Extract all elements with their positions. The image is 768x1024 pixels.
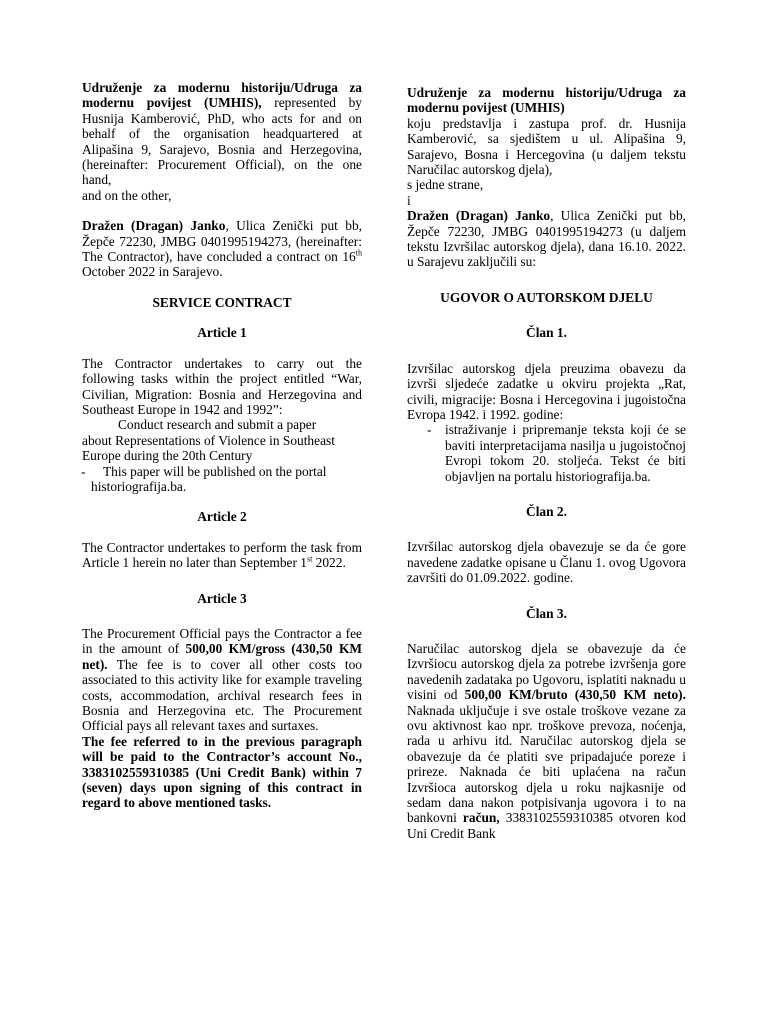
left-intro-paragraph: [82, 80, 362, 188]
bosnian-column: [407, 85, 686, 841]
left-article-2-sup: st: [306, 554, 313, 564]
right-article-2-text: Izvršilac autorskog djela obavezuje se da će gore navedene zadatke opisane u Članu 1. ovog Ugovora završiti do 01.09.2022. godine.: [407, 539, 686, 586]
left-article-2-heading: Article 2: [197, 509, 247, 525]
right-contract-title: UGOVOR O AUTORSKOM DJELU: [440, 289, 653, 305]
right-one-side: s jedne strane,: [407, 177, 484, 193]
left-article-3-payment: The fee referred to in the previous paragraph will be paid to the Contractor’s account No., 3383102559310385 (Uni Credit Bank) within 7 (seven) days upon signing of this contract in regard to above mentioned tasks.: [82, 733, 362, 811]
left-article-2-text: The Contractor undertakes to perform the task from Article 1 herein no later than September 1st 2022.: [82, 539, 362, 571]
left-article-1-list: [82, 464, 362, 495]
right-article-2-heading: Član 2.: [526, 503, 567, 519]
left-contractor-sup: th: [355, 248, 362, 258]
left-intro-org: Udruženje za modernu historiju/Udruga za modernu povijest (UMHIS),: [82, 80, 362, 111]
left-contractor-paragraph: [82, 218, 362, 280]
left-article-1-task-1: Conduct research and submit a paper: [118, 417, 317, 433]
right-article-1-bullet: - istraživanje i pripremanje teksta koji će se baviti interpretacijama nasilja u jugoistočnoj Evropi tokom 20. stoljeća. Tekst će biti objavljen na portalu historiografija.ba.: [407, 422, 686, 484]
right-article-3-heading: Član 3.: [526, 605, 567, 621]
left-article-1-bullet: - This paper will be published on the portal historiografija.ba.: [82, 464, 362, 495]
left-intro-rest: represented by Husnija Kamberović, PhD, who acts for and on behalf of the organisation headquartered at Alipašina 9, Sarajevo, Bosnia and Herzegovina, (hereinafter: Procurement Official), on the one hand,: [82, 95, 362, 188]
left-contract-title: SERVICE CONTRACT: [152, 294, 292, 310]
left-contractor-rest-1: , Ulica Zenički put bb, Žepče 72230, JMBG 0401995194273, (hereinafter: The Contractor), have concluded a contract on 16: [82, 218, 363, 265]
english-column: [82, 80, 362, 811]
right-contractor-paragraph: Dražen (Dragan) Janko, Ulica Zenički put bb, Žepče 72230, JMBG 0401995194273 (u daljem tekstu Izvršilac autorskog djela), dana 16.10. 2022. u Sarajevu zaključili su:: [407, 208, 686, 270]
right-article-3-text: Naručilac autorskog djela se obavezuje da će Izvršiocu autorskog djela za potrebe izvršenja gore navedenih zadataka po Ugovoru, isplatiti naknadu u visini od 500,00 KM/bruto (430,50 KM neto). Naknada uključuje i sve ostale troškove vezane za ovu aktivnost kao npr. troškove prevoza, noćenja, rada u arhivu itd. Naručilac autorskog djela se obavezuje da će platiti sve pripadajuće poreze i prireze. Naknada će biti uplaćena na račun Izvršioca autorskog djela u roku najkasnije od sedam dana nakon potpisivanja ugovora i to na bankovni račun, 3383102559310385 otvoren kod Uni Credit Bank: [407, 640, 686, 841]
left-article-1-task-2: about Representations of Violence in Southeast Europe during the 20th Century: [82, 432, 335, 464]
right-intro-rest: koju predstavlja i zastupa prof. dr. Husnija Kamberović, sa sjedištem u ul. Alipašina 9, Sarajevo, Bosna i Hercegovina (u daljem tekstu Naručilac autorskog djela),: [407, 115, 686, 178]
right-article-1-text: Izvršilac autorskog djela preuzima obavezu da izvrši sljedeće zadatke u okviru projekta „Rat, civili, migracije: Bosna i Hercegovina i jugoistočna Evropa 1942. i 1992. godine:: [407, 360, 686, 422]
right-article-3-racun: račun,: [462, 810, 500, 826]
left-other-hand: and on the other,: [82, 187, 172, 203]
right-intro-org: Udruženje za modernu historiju/Udruga za modernu povijest (UMHIS): [407, 85, 686, 116]
left-article-1-text: The Contractor undertakes to carry out the following tasks within the project entitled “War, Civilian, Migration: Bosnia and Herzegovina and Southeast Europe in 1942 and 1992”:: [82, 355, 362, 417]
right-article-1-heading: Član 1.: [526, 325, 567, 341]
left-article-3-text: The Procurement Official pays the Contractor a fee in the amount of 500,00 KM/gross (430,50 KM net). The fee is to cover all other costs too associated to this activity like for example traveling costs, accommodation, archival research fees in Bosnia and Herzegovina etc. The Procurement Official pays all relevant taxes and surtaxes.: [82, 625, 362, 734]
right-article-1-list: [407, 422, 686, 484]
right-and: i: [407, 192, 411, 208]
left-article-3-heading: Article 3: [197, 590, 247, 606]
right-contractor-name: Dražen (Dragan) Janko: [407, 208, 551, 224]
right-article-3-fee: 500,00 KM/bruto (430,50 KM neto).: [464, 687, 686, 703]
left-contractor-name: Dražen (Dragan) Janko: [82, 218, 226, 234]
left-article-1-heading: Article 1: [197, 325, 247, 341]
left-article-3-fee: 500,00 KM/gross (430,50 KM net).: [82, 641, 362, 672]
left-contractor-rest-2: October 2022 in Sarajevo.: [82, 264, 223, 280]
